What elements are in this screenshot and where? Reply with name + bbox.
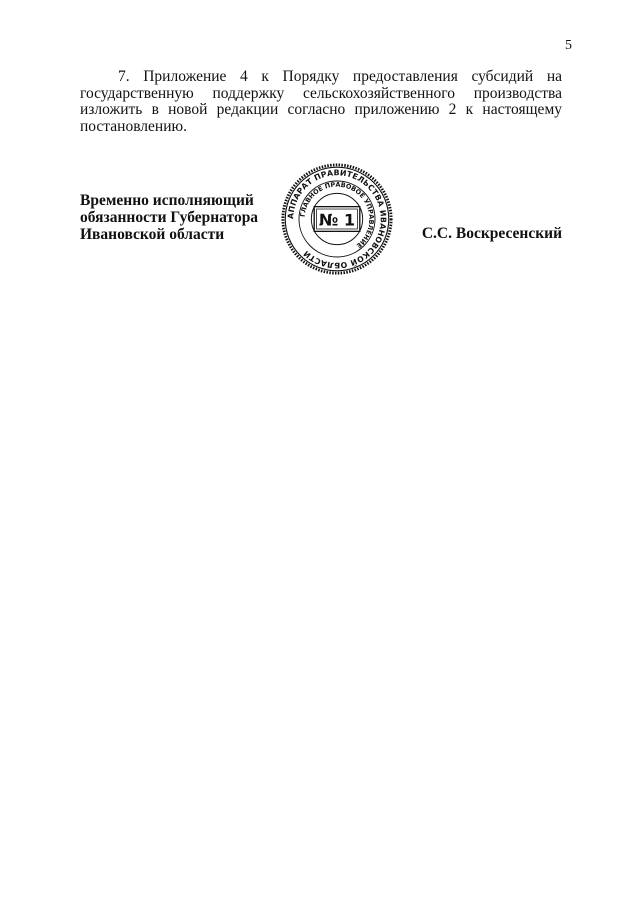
seal-inner-text: ГЛАВНОЕ ПРАВОВОЕ УПРАВЛЕНИЕ bbox=[298, 180, 376, 250]
paragraph-line: изложить в новой редакции согласно приложению 2 к настоящему bbox=[80, 101, 562, 118]
signatory-title bbox=[80, 192, 258, 243]
page-number: 5 bbox=[565, 38, 572, 53]
signatory-title-line: Ивановской области bbox=[80, 226, 225, 243]
paragraph-line: постановлению. bbox=[80, 117, 187, 135]
seal-number: № 1 bbox=[318, 210, 356, 230]
paragraph-line: 7. Приложение 4 к Порядку предоставления субсидий на bbox=[118, 68, 562, 85]
seal-ring-text: АППАРАТ ПРАВИТЕЛЬСТВА ИВАНОВСКОЙ ОБЛАСТИ bbox=[286, 168, 388, 270]
signatory-title-line: Временно исполняющий bbox=[80, 192, 254, 209]
body-paragraph bbox=[80, 69, 562, 135]
paragraph-line: государственную поддержку сельскохозяйственного производства bbox=[80, 84, 562, 102]
signer-name: С.С. Воскресенский bbox=[421, 225, 562, 242]
signatory-title-line: обязанности Губернатора bbox=[80, 209, 259, 226]
seal-graphic bbox=[280, 162, 394, 276]
official-seal bbox=[280, 162, 394, 276]
